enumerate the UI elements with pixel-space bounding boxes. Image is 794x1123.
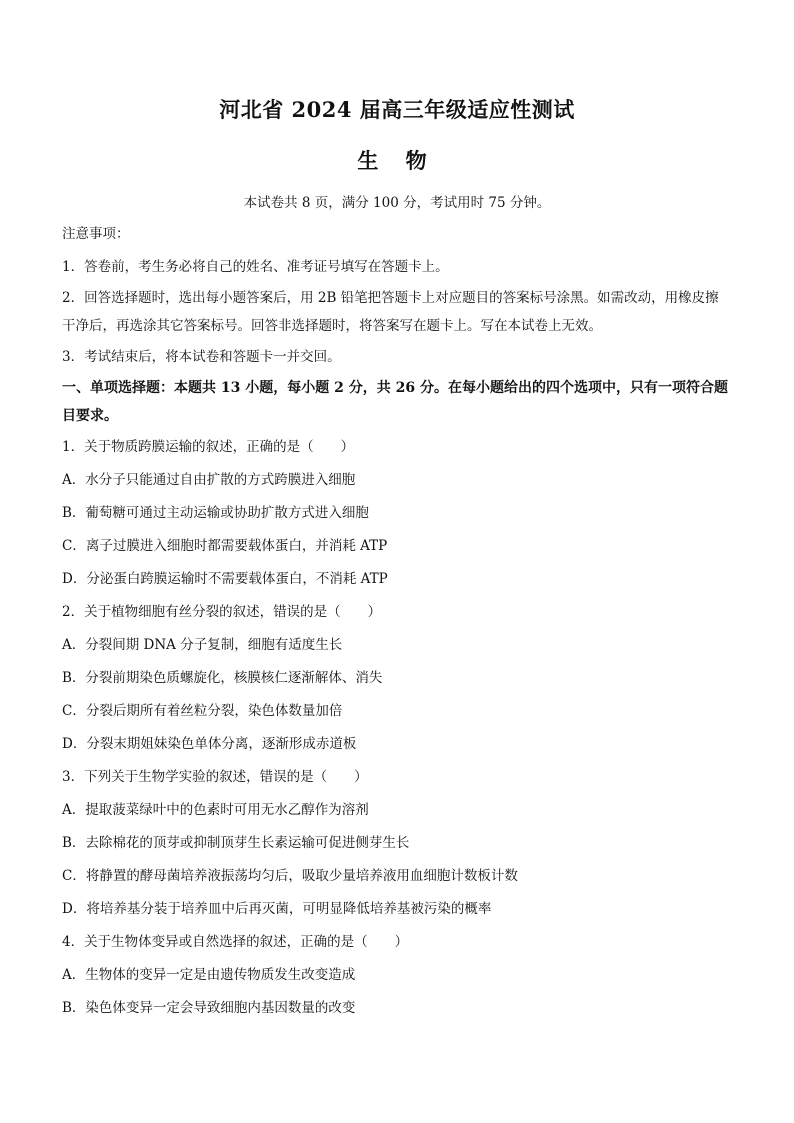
- notice-item: 2．回答选择题时，选出每小题答案后，用 2B 铅笔把答题卡上对应题目的答案标号涂黑。如需改动，用橡皮擦干净后，再选涂其它答案标号。回答非选择题时，将答案写在题卡上。写在本试卷上无效。: [62, 290, 719, 334]
- exam-title: 河北省 2024 届高三年级适应性测试: [219, 97, 575, 122]
- question-option: A．提取菠菜绿叶中的色素时可用无水乙醇作为溶剂: [62, 802, 369, 818]
- question-option: D．分泌蛋白跨膜运输时不需要载体蛋白，不消耗 ATP: [62, 571, 388, 587]
- question-option: D．将培养基分装于培养皿中后再灭菌，可明显降低培养基被污染的概率: [62, 901, 492, 917]
- question-stem: 2．关于植物细胞有丝分裂的叙述，错误的是（ ）: [62, 604, 382, 620]
- question-option: C．将静置的酵母菌培养液振荡均匀后，吸取少量培养液用血细胞计数板计数: [62, 868, 518, 884]
- question-stem: 4．关于生物体变异或自然选择的叙述，正确的是（ ）: [62, 934, 409, 950]
- question-option: A．水分子只能通过自由扩散的方式跨膜进入细胞: [62, 472, 356, 488]
- notice-heading: 注意事项：: [62, 226, 130, 242]
- question-option: C．离子过膜进入细胞时都需要载体蛋白，并消耗 ATP: [62, 538, 388, 554]
- question-option: B．葡萄糖可通过主动运输或协助扩散方式进入细胞: [62, 505, 369, 521]
- question-option: B．染色体变异一定会导致细胞内基因数量的改变: [62, 1000, 356, 1016]
- question-option: C．分裂后期所有着丝粒分裂，染色体数量加倍: [62, 703, 343, 719]
- question-option: B．去除棉花的顶芽或抑制顶芽生长素运输可促进侧芽生长: [62, 835, 410, 851]
- question-stem: 1．关于物质跨膜运输的叙述，正确的是（ ）: [62, 439, 355, 455]
- question-stem: 3．下列关于生物学实验的叙述，错误的是（ ）: [62, 769, 368, 785]
- notice-item: 3．考试结束后，将本试卷和答题卡一并交回。: [62, 349, 341, 365]
- question-option: A．分裂间期 DNA 分子复制，细胞有适度生长: [62, 637, 343, 653]
- question-option: A．生物体的变异一定是由遗传物质发生改变造成: [62, 967, 356, 983]
- exam-info: 本试卷共 8 页，满分 100 分，考试用时 75 分钟。: [243, 195, 551, 211]
- section-heading: 一、单项选择题：本题共 13 小题，每小题 2 分，共 26 分。在每小题给出的四个选项中，只有一项符合题目要求。: [62, 380, 728, 424]
- notice-item: 1．答卷前，考生务必将自己的姓名、准考证号填写在答题卡上。: [62, 259, 449, 275]
- question-option: D．分裂末期姐妹染色单体分离，逐渐形成赤道板: [62, 736, 357, 752]
- question-option: B．分裂前期染色质螺旋化，核膜核仁逐渐解体、消失: [62, 670, 383, 686]
- subject-title: 生 物: [357, 148, 437, 173]
